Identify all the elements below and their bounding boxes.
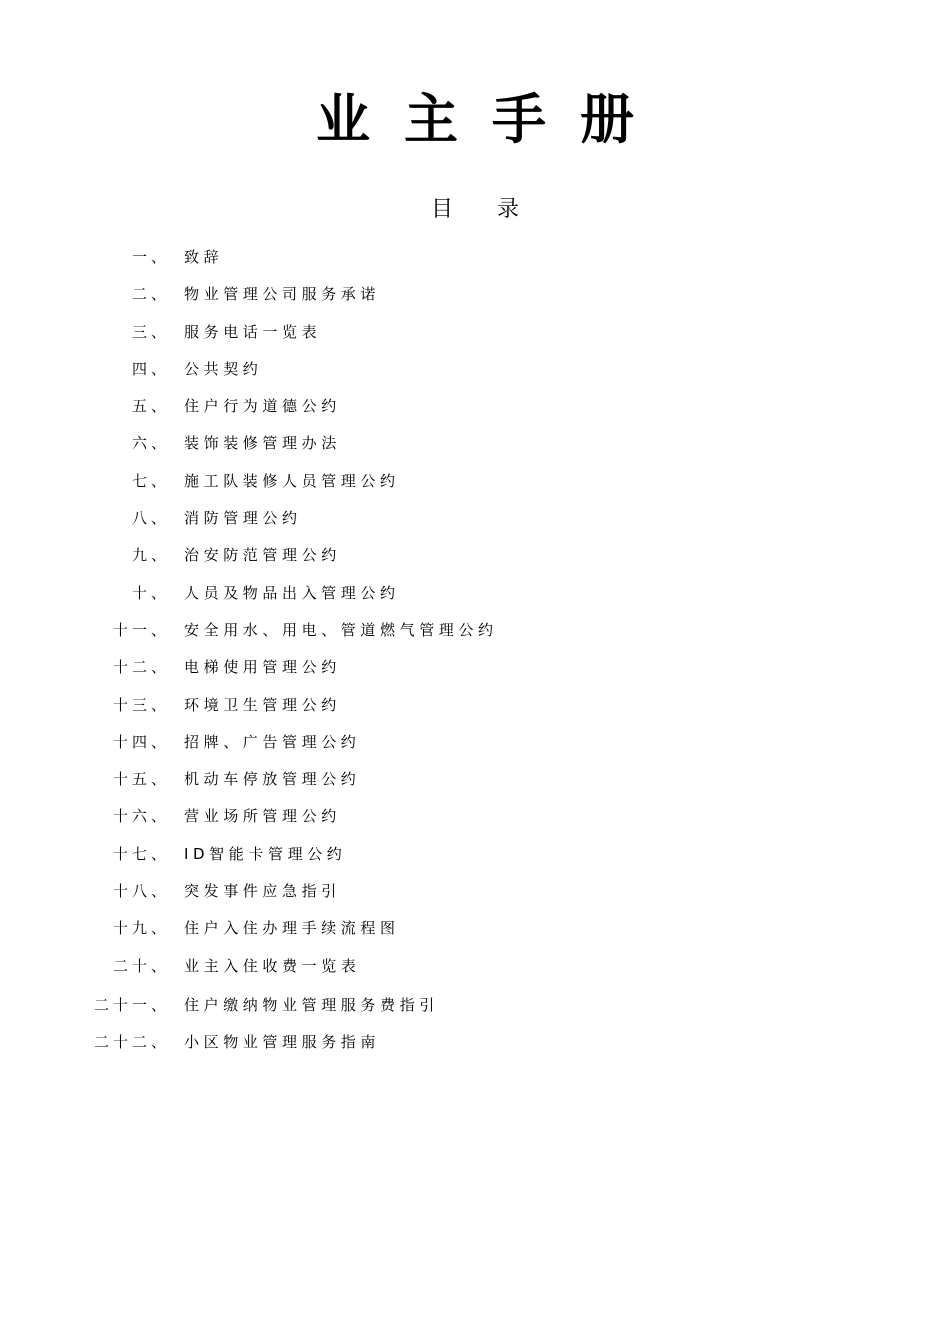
toc-entry — [0, 914, 950, 951]
toc-entry-title: 致辞 — [184, 248, 224, 266]
toc-entry-number: 十、 — [131, 583, 170, 602]
document-title: 业主手册 — [316, 88, 668, 151]
toc-entry — [0, 579, 950, 616]
toc-entry — [0, 318, 950, 355]
toc-entry-title: 施工队装修人员管理公约 — [184, 471, 400, 490]
toc-entry-title: 业主入住收费一览表 — [184, 956, 361, 975]
toc-entry-title: ID智能卡管理公约 — [184, 844, 347, 863]
toc-entry — [0, 616, 950, 653]
toc-entry-title: 招牌、广告管理公约 — [184, 732, 361, 751]
toc-entry-title: 消防管理公约 — [184, 509, 302, 528]
toc-entry-title: 住户缴纳物业管理服务费指引 — [184, 996, 439, 1015]
toc-entry — [0, 467, 950, 504]
toc-entry-title: 营业场所管理公约 — [184, 807, 341, 826]
table-of-contents — [0, 243, 950, 1066]
toc-entry — [0, 392, 950, 429]
toc-entry — [0, 991, 950, 1028]
toc-entry-title: 公共契约 — [184, 359, 263, 378]
toc-entry-title: 安全用水、用电、管道燃气管理公约 — [184, 620, 498, 639]
toc-entry-number: 十二、 — [112, 658, 170, 677]
toc-entry-number: 十九、 — [112, 919, 170, 938]
toc-entry-number: 九、 — [131, 546, 170, 565]
toc-entry-number: 五、 — [131, 397, 170, 416]
toc-entry-number: 四、 — [131, 359, 170, 378]
toc-entry-number: 三、 — [131, 322, 170, 341]
toc-entry-title: 物业管理公司服务承诺 — [184, 285, 381, 304]
toc-entry — [0, 541, 950, 578]
toc-entry-number: 六、 — [131, 434, 170, 453]
toc-heading: 目录 — [430, 197, 563, 222]
toc-entry — [0, 765, 950, 802]
toc-entry-number: 十八、 — [112, 882, 170, 901]
toc-entry-title: 小区物业管理服务指南 — [184, 1033, 381, 1052]
toc-entry-number: 七、 — [131, 471, 170, 490]
toc-entry-number: 十四、 — [112, 732, 170, 751]
toc-entry — [0, 877, 950, 914]
toc-entry — [0, 429, 950, 466]
toc-entry-title: 电梯使用管理公约 — [184, 658, 341, 677]
toc-entry-number: 十七、 — [112, 844, 170, 863]
toc-entry — [0, 691, 950, 728]
toc-entry-title: 装饰装修管理办法 — [184, 434, 341, 453]
toc-entry-number: 二、 — [131, 285, 170, 304]
toc-entry — [0, 243, 950, 280]
toc-entry — [0, 355, 950, 392]
toc-entry — [0, 1028, 950, 1065]
toc-entry-title: 环境卫生管理公约 — [184, 695, 341, 714]
toc-entry-number: 十三、 — [112, 695, 170, 714]
toc-entry-number: 十五、 — [112, 770, 170, 789]
toc-entry-number: 十一、 — [112, 620, 170, 639]
toc-entry-title: 服务电话一览表 — [184, 322, 322, 341]
toc-entry-title: 人员及物品出入管理公约 — [184, 583, 400, 602]
toc-entry — [0, 504, 950, 541]
toc-entry-number: 八、 — [131, 509, 170, 528]
toc-entry — [0, 952, 950, 992]
toc-entry-title: 住户入住办理手续流程图 — [184, 919, 400, 938]
toc-entry-number: 二十一、 — [93, 996, 170, 1015]
toc-entry — [0, 728, 950, 765]
toc-entry-number: 二十二、 — [93, 1033, 170, 1052]
toc-entry — [0, 840, 950, 877]
toc-entry-title: 治安防范管理公约 — [184, 546, 341, 565]
toc-entry-title: 住户行为道德公约 — [184, 397, 341, 416]
toc-entry-number: 二十、 — [112, 956, 170, 975]
toc-entry — [0, 802, 950, 839]
toc-entry-title: 突发事件应急指引 — [184, 882, 341, 901]
toc-entry-number: 一、 — [131, 248, 170, 266]
toc-entry — [0, 280, 950, 317]
toc-entry-number: 十六、 — [112, 807, 170, 826]
toc-entry — [0, 653, 950, 690]
toc-entry-title: 机动车停放管理公约 — [184, 770, 361, 789]
